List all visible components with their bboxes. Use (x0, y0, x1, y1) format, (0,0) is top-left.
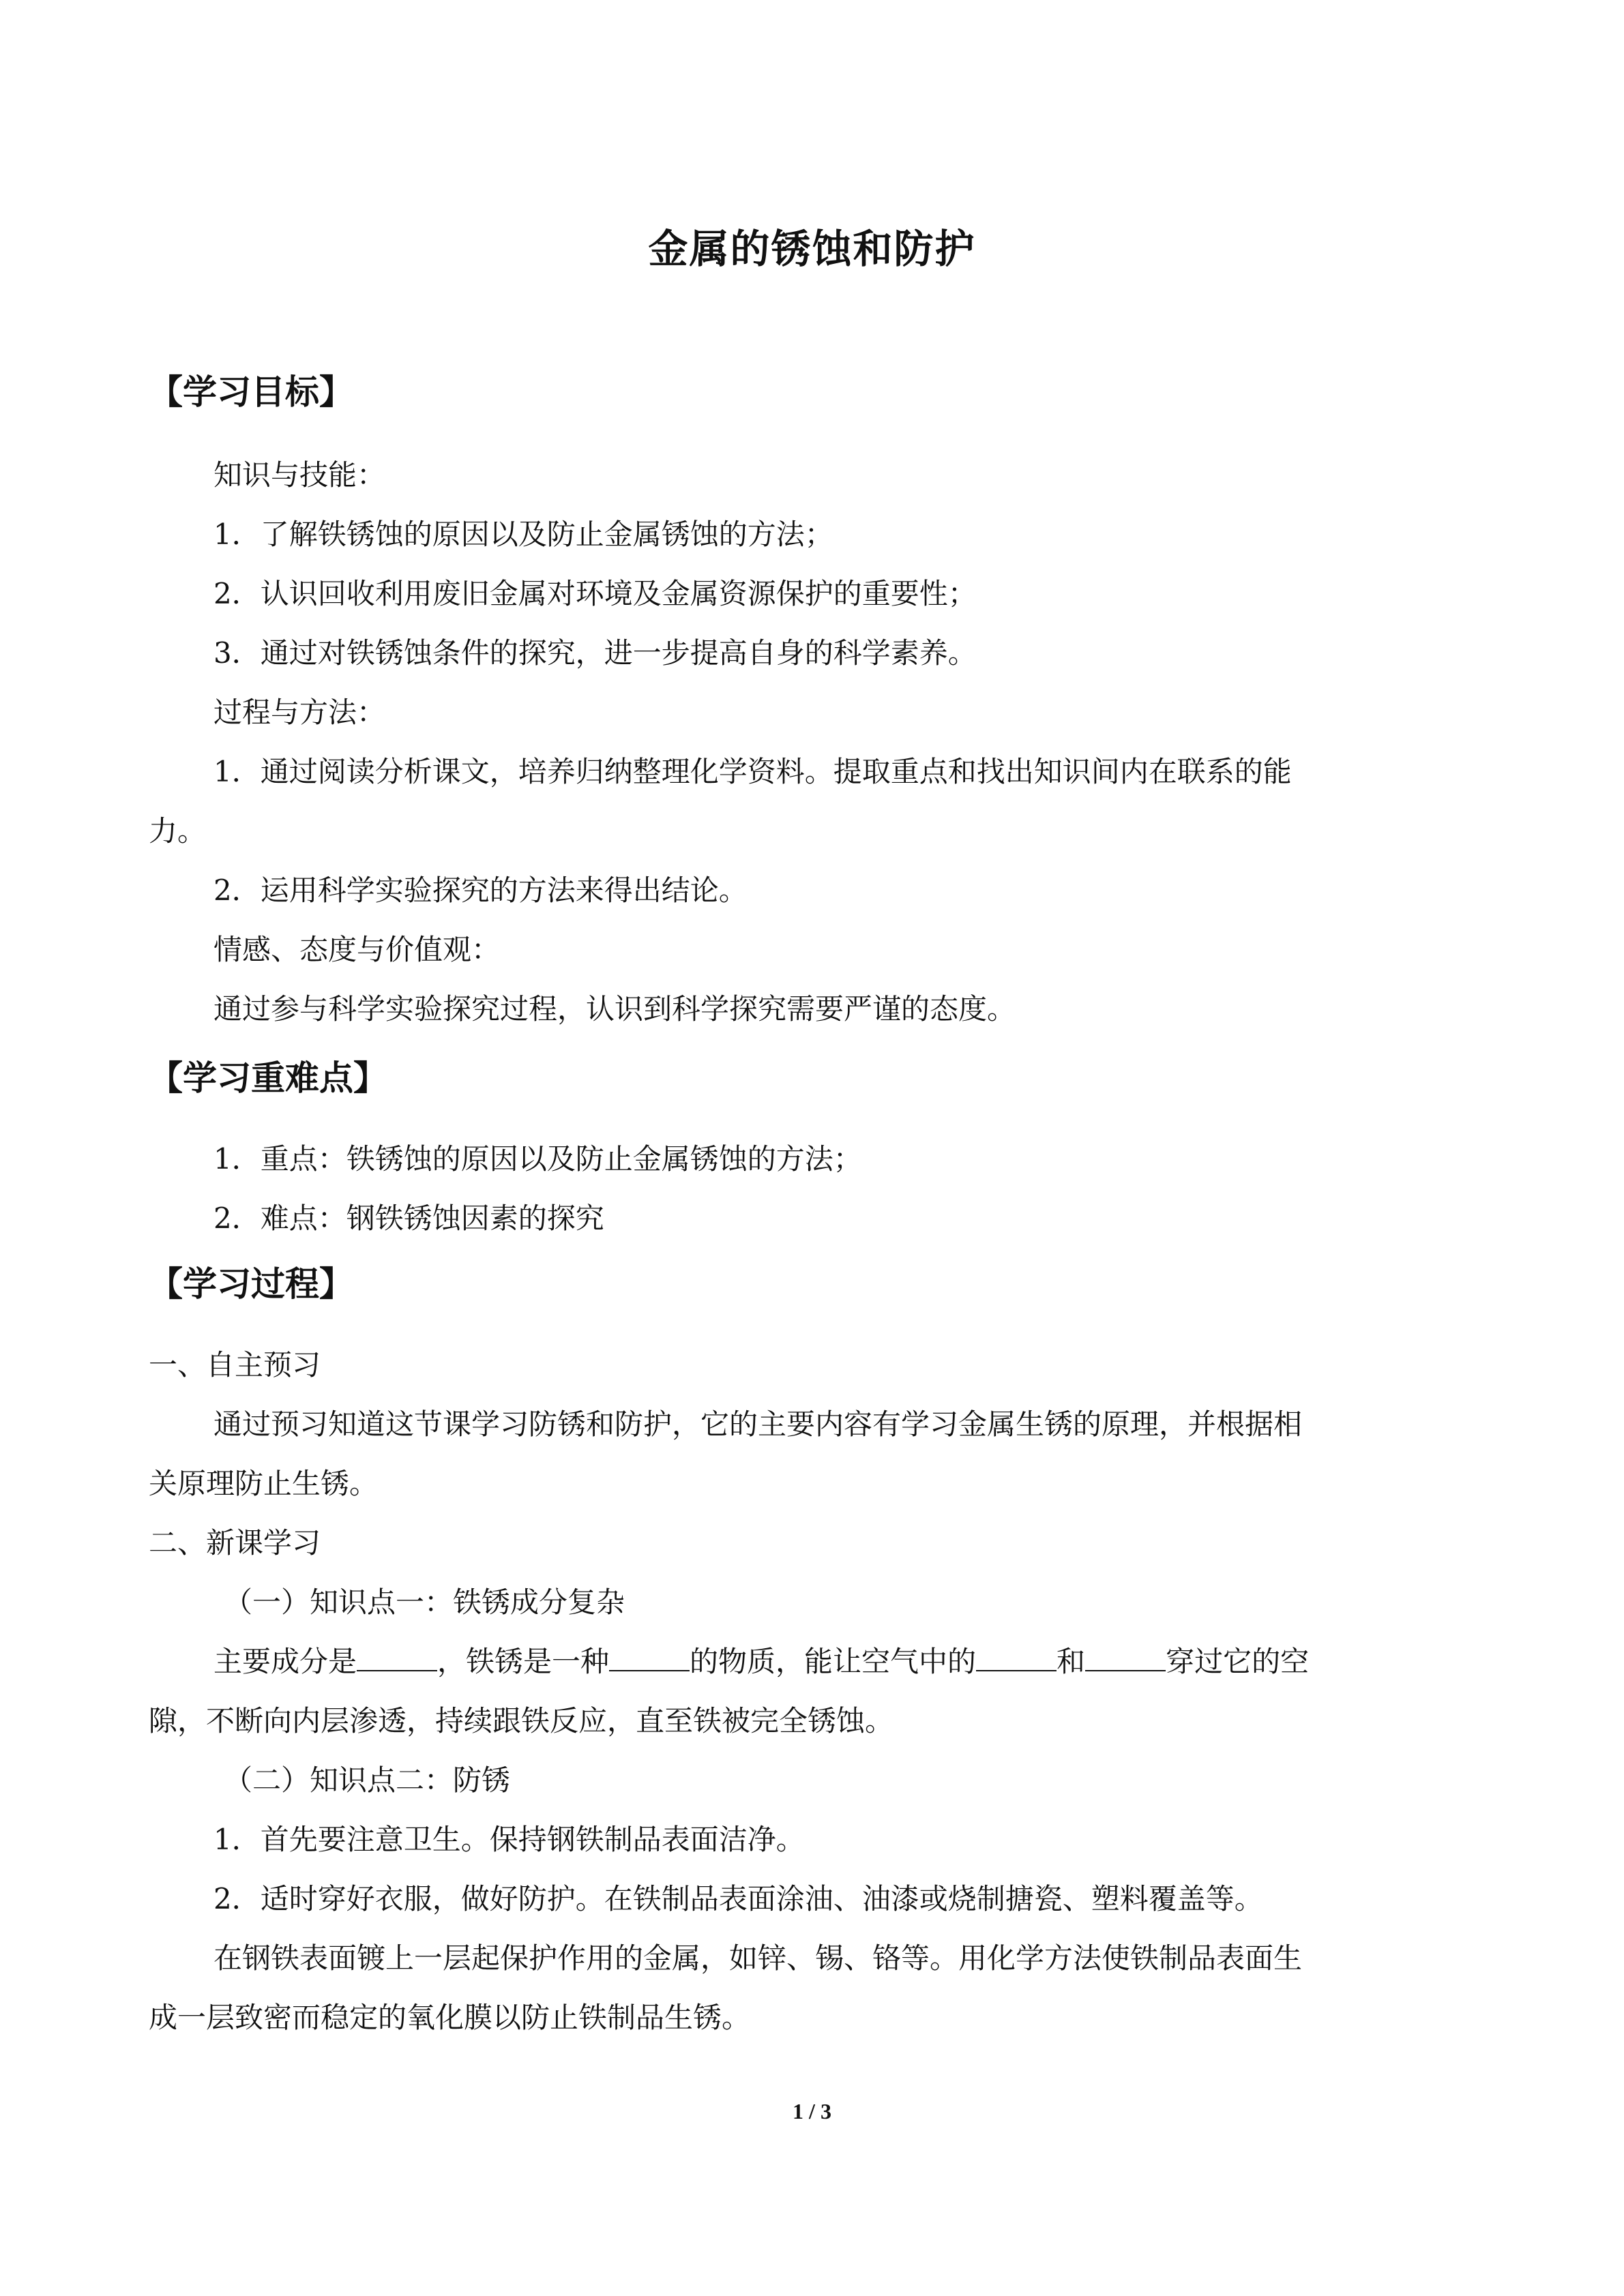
goals-emotion-item-1: 通过参与科学实验探究过程，认识到科学探究需要严谨的态度。 (213, 992, 1016, 1026)
goals-knowledge-item-3: 3．通过对铁锈蚀条件的探究，进一步提高自身的科学素养。 (213, 636, 977, 670)
goals-process-item-1: 1．通过阅读分析课文，培养归纳整理化学资料。提取重点和找出知识间内在联系的能 (213, 755, 1292, 788)
knowledge-point-1-label: （一）知识点一：铁锈成分复杂 (224, 1585, 625, 1619)
rust-prevention-item-2: 2．适时穿好衣服，做好防护。在铁制品表面涂油、油漆或烧制搪瓷、塑料覆盖等。 (213, 1882, 1263, 1915)
fill-text-segment: 穿过它的空 (1166, 1645, 1310, 1678)
keypoints-item-2: 2．难点：钢铁锈蚀因素的探究 (213, 1202, 604, 1235)
process-part1-label: 一、自主预习 (149, 1348, 321, 1382)
fill-text-segment: 和 (1057, 1645, 1086, 1678)
process-part2-label: 二、新课学习 (149, 1526, 321, 1560)
fill-text-segment: 的物质，能让空气中的 (690, 1645, 977, 1678)
rust-prevention-paragraph-cont: 成一层致密而稳定的氧化膜以防止铁制品生锈。 (149, 2001, 751, 2034)
fill-in-blank-sentence (213, 1639, 1309, 1680)
rust-prevention-paragraph: 在钢铁表面镀上一层起保护作用的金属，如锌、锡、铬等。用化学方法使铁制品表面生 (213, 1941, 1303, 1975)
answer-blank[interactable] (609, 1647, 690, 1671)
goals-knowledge-item-2: 2．认识回收利用废旧金属对环境及金属资源保护的重要性； (213, 577, 977, 610)
answer-blank[interactable] (357, 1647, 437, 1671)
answer-blank[interactable] (976, 1647, 1057, 1671)
section-heading-process: 【学习过程】 (149, 1264, 353, 1304)
page-number: 1 / 3 (793, 2099, 831, 2123)
rust-prevention-item-1: 1．首先要注意卫生。保持钢铁制品表面洁净。 (213, 1823, 805, 1856)
fill-in-blank-sentence-cont: 隙，不断向内层渗透，持续跟铁反应，直至铁被完全锈蚀。 (149, 1704, 894, 1738)
goals-emotion-label: 情感、态度与价值观： (213, 933, 501, 966)
goals-process-label: 过程与方法： (213, 696, 386, 729)
page-title: 金属的锈蚀和防护 (648, 226, 976, 272)
fill-text-segment: 主要成分是 (213, 1645, 357, 1678)
keypoints-item-1: 1．重点：铁锈蚀的原因以及防止金属锈蚀的方法； (213, 1142, 862, 1176)
goals-process-item-2: 2．运用科学实验探究的方法来得出结论。 (213, 874, 748, 907)
process-part1-text: 通过预习知道这节课学习防锈和防护，它的主要内容有学习金属生锈的原理，并根据相 (213, 1407, 1303, 1441)
process-part1-text-cont: 关原理防止生锈。 (149, 1467, 379, 1500)
knowledge-point-2-label: （二）知识点二：防锈 (224, 1763, 511, 1797)
goals-knowledge-label: 知识与技能： (213, 458, 386, 492)
section-heading-keypoints: 【学习重难点】 (149, 1058, 387, 1098)
goals-knowledge-item-1: 1．了解铁锈蚀的原因以及防止金属锈蚀的方法； (213, 518, 833, 551)
answer-blank[interactable] (1085, 1647, 1166, 1671)
fill-text-segment: ，铁锈是一种 (437, 1645, 610, 1678)
goals-process-item-1-cont: 力。 (149, 814, 207, 848)
section-heading-goals: 【学习目标】 (149, 372, 353, 412)
